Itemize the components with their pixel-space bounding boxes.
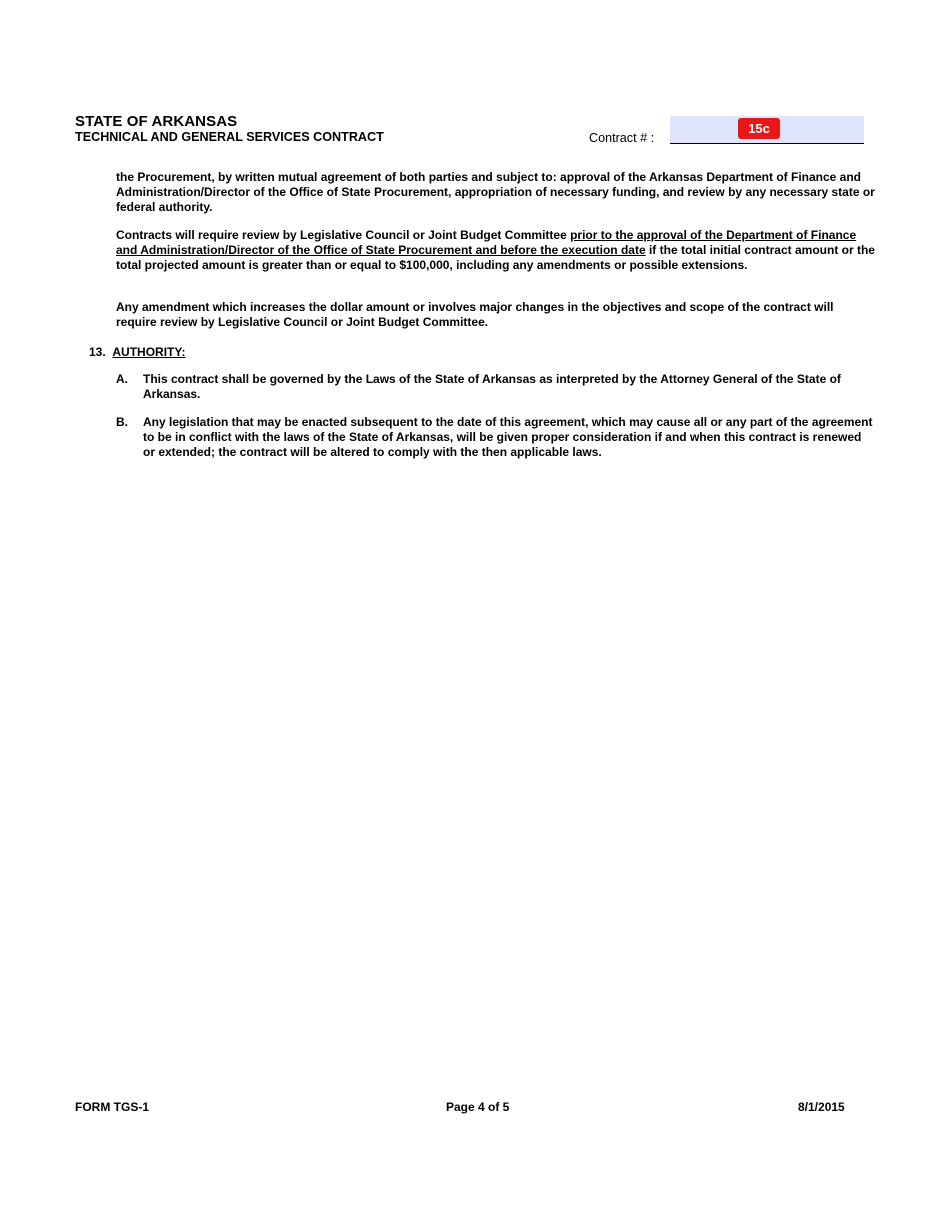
- document-title: STATE OF ARKANSAS: [75, 113, 238, 130]
- footer-form-id: FORM TGS-1: [75, 1100, 149, 1114]
- paragraph-amendment: Any amendment which increases the dollar amount or involves major changes in the objectives and scope of the contract will require review by Legislative Council or Joint Budget Committee.: [116, 300, 834, 329]
- paragraph-procurement: the Procurement, by written mutual agreement of both parties and subject to: approval of the Arkansas Department of Finance and Administration/Director of the Office of State Procurement, appropriation of necessary funding, and review by any necessary state or federal authority.: [116, 170, 875, 214]
- paragraph-legislative-review-underlined: prior to the approval of the Department of Finance and Administration/Director of the Office of State Procurement and before the execution date: [116, 228, 857, 257]
- item-letter: B.: [116, 415, 128, 429]
- contract-number-label: Contract # :: [589, 131, 655, 145]
- authority-item-b: [116, 415, 876, 460]
- section-number: 13.: [89, 345, 106, 359]
- authority-item-a: [116, 372, 876, 402]
- item-text: Any legislation that may be enacted subsequent to the date of this agreement, which may cause all or any part of the agreement to be in conflict with the laws of the State of Arkansas, will be given proper consideration if and when this contract is renewed or extended; the contract will be altered to comply with the then applicable laws.: [143, 415, 873, 459]
- section-heading-authority: [89, 345, 185, 359]
- paragraph-legislative-review-start: Contracts will require review by Legislative Council or Joint Budget Committee: [116, 228, 571, 242]
- item-letter: A.: [116, 372, 128, 386]
- footer-date: 8/1/2015: [798, 1100, 845, 1114]
- paragraph-legislative-review: [116, 228, 876, 273]
- footer-page-number: Page 4 of 5: [446, 1100, 510, 1114]
- section-title: AUTHORITY:: [112, 345, 186, 359]
- contract-field-badge: 15c: [738, 118, 780, 139]
- document-subtitle: TECHNICAL AND GENERAL SERVICES CONTRACT: [75, 130, 384, 144]
- item-text: This contract shall be governed by the Laws of the State of Arkansas as interpreted by the Attorney General of the State of Arkansas.: [143, 372, 841, 401]
- paragraph-legislative-review-end: if the total initial contract amount or the total projected amount is greater than or equal to $100,000, including any amendments or possible extensions.: [116, 243, 875, 272]
